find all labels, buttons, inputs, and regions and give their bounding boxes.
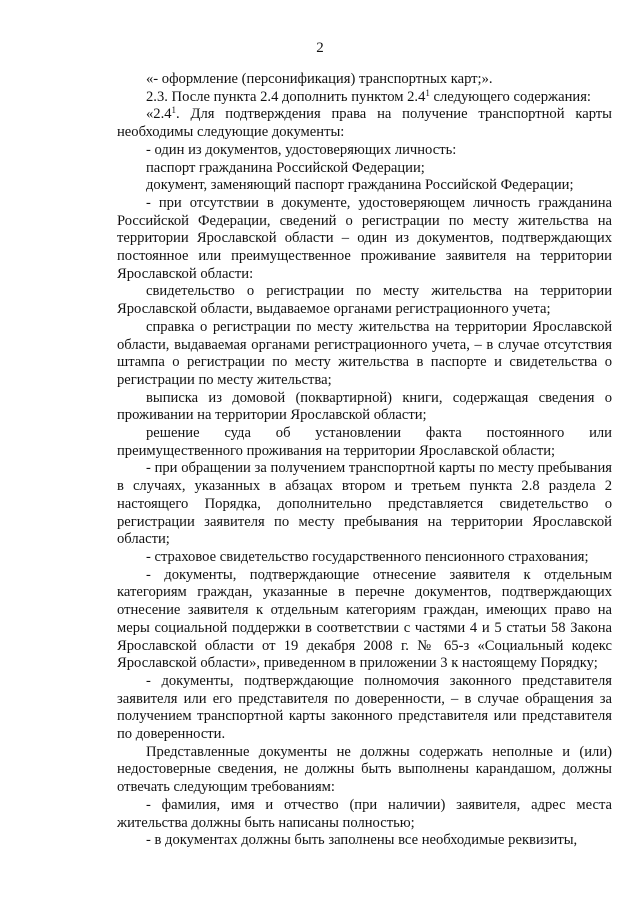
- paragraph: - при отсутствии в документе, удостоверяющем личность гражданина Российской Федерации, сведений о регистрации по месту жительства на территории Ярославской области – один из документов, подтверждающих постоянное или преимущественное проживание заявителя на территории Ярославской области:: [117, 194, 612, 282]
- paragraph: - документы, подтверждающие полномочия законного представителя заявителя или его представителя по доверенности, – в случае обращения за получением транспортной карты законного представителя или представителя по доверенности.: [117, 672, 612, 743]
- paragraph: паспорт гражданина Российской Федерации;: [146, 159, 425, 176]
- paragraph: - фамилия, имя и отчество (при наличии) заявителя, адрес места жительства должны быть написаны полностью;: [117, 796, 612, 831]
- paragraph: свидетельство о регистрации по месту жительства на территории Ярославской области, выдаваемое органами регистрационного учета;: [117, 283, 612, 318]
- paragraph: - при обращении за получением транспортной карты по месту пребывания в случаях, указанных в абзацах втором и третьем пункта 2.8 раздела 2 настоящего Порядка, дополнительно представляется свидетельство о регистрации заявителя по месту пребывания на территории Ярославской области;: [117, 460, 612, 548]
- paragraph: - один из документов, удостоверяющих личность:: [146, 141, 457, 158]
- paragraph: «- оформление (персонификация) транспортных карт;».: [146, 71, 493, 87]
- document-body: [117, 71, 612, 850]
- paragraph: «$2.4^1$. Для подтверждения права на получение транспортной карты необходимы следующие документы:: [117, 105, 612, 141]
- paragraph: - документы, подтверждающие отнесение заявителя к отдельным категориям граждан, указанные в перечне документов, подтверждающих отнесение заявителя к отдельным категориям граждан, имеющих право на меры социальной поддержки в соответствии с частями 4 и 5 статьи 58 Закона Ярославской области от 19 декабря 2008 г. № 65-з «Социальный кодекс Ярославской области», приведенном в приложении 3 к настоящему Порядку;: [117, 566, 612, 672]
- paragraph: - страховое свидетельство государственного пенсионного страхования;: [146, 548, 589, 565]
- paragraph: выписка из домовой (поквартирной) книги, содержащая сведения о проживании на территории Ярославской области;: [117, 389, 612, 424]
- paragraph: - в документах должны быть заполнены все необходимые реквизиты,: [146, 832, 578, 849]
- paragraph: документ, заменяющий паспорт гражданина Российской Федерации;: [146, 177, 574, 194]
- page-number: 2: [316, 40, 324, 56]
- paragraph: справка о регистрации по месту жительства на территории Ярославской области, выдаваемая органами регистрационного учета, – в случае отсутствия штампа о регистрации по месту жительства в паспорте и свидетельства о регистрации по месту жительства;: [117, 318, 612, 388]
- paragraph: решение суда об установлении факта постоянного или преимущественного проживания на территории Ярославской области;: [117, 425, 612, 459]
- paragraph: Представленные документы не должны содержать неполные и (или) недостоверные сведения, не должны быть выполнены карандашом, должны отвечать следующим требованиям:: [117, 743, 612, 796]
- paragraph: 2.3. После пункта 2.4 дополнить пунктом $2.4^1$ следующего содержания:: [146, 87, 591, 105]
